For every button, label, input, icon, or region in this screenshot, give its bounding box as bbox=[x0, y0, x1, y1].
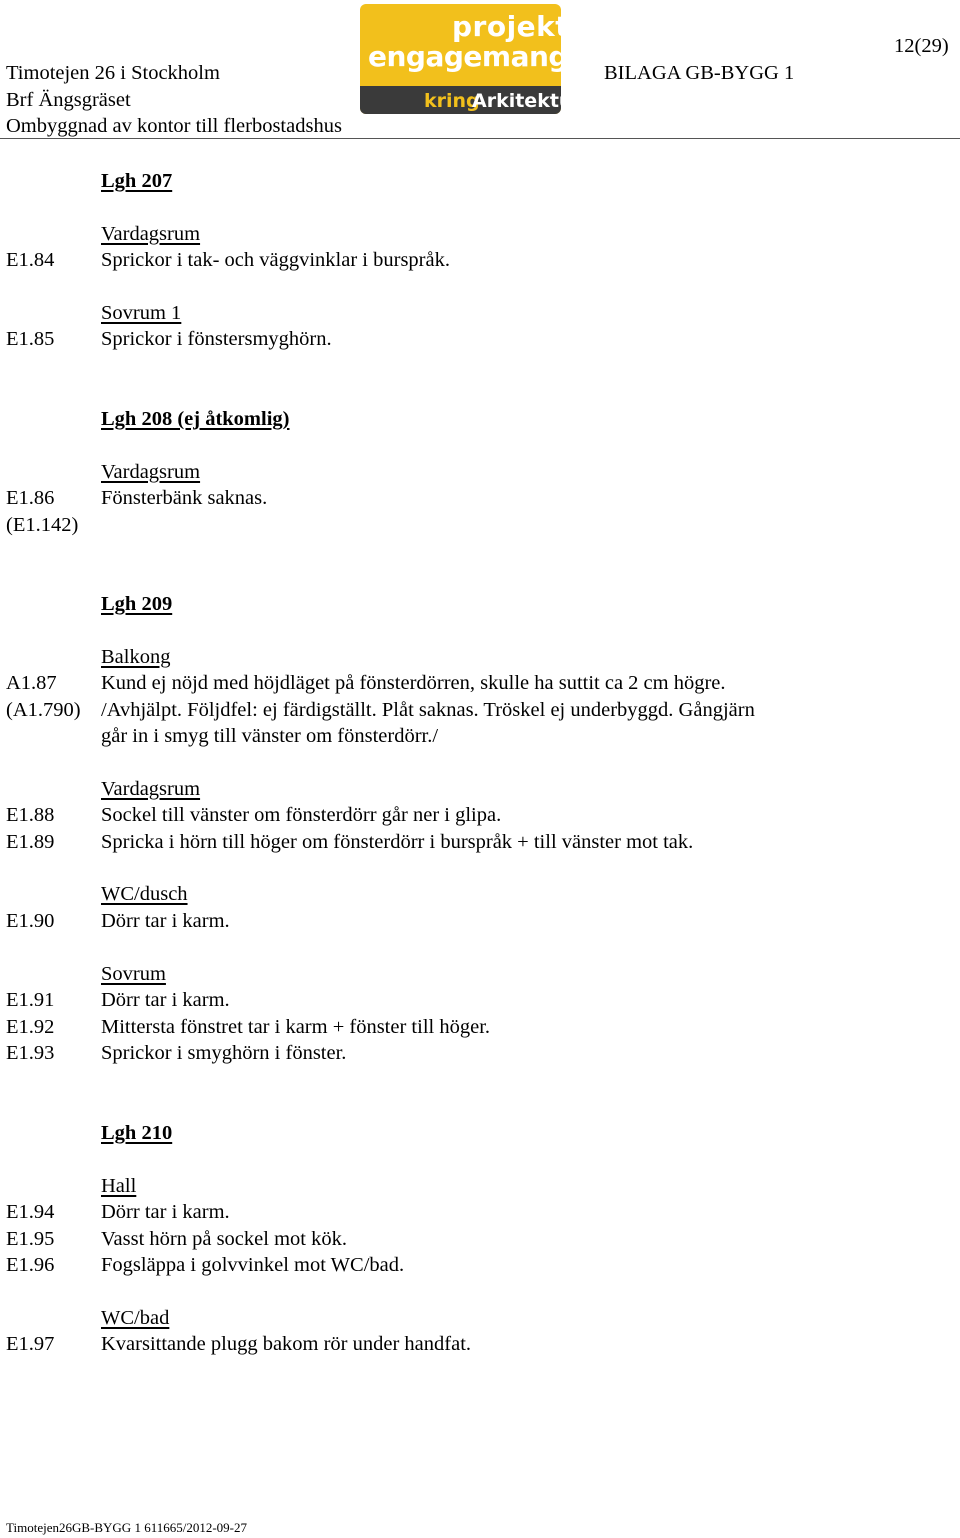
room-heading: WC/dusch bbox=[101, 883, 188, 905]
item-code: E1.91 bbox=[6, 989, 55, 1011]
logo-word-engagemang: engagemang bbox=[368, 40, 568, 73]
footer-document-reference: Timotejen26GB-BYGG 1 611665/2012-09-27 bbox=[6, 1520, 247, 1535]
company-logo bbox=[360, 4, 582, 114]
item-code: A1.87 bbox=[6, 672, 57, 694]
room-heading: Balkong bbox=[101, 646, 171, 668]
item-code: E1.89 bbox=[6, 831, 55, 853]
room-heading: Vardagsrum bbox=[101, 223, 201, 245]
item-text: Mittersta fönstret tar i karm + fönster till höger. bbox=[101, 1016, 491, 1038]
header-client-name: Brf Ängsgräset bbox=[6, 89, 131, 111]
header-document-label: BILAGA GB-BYGG 1 bbox=[604, 62, 795, 84]
section-title-lgh-207: Lgh 207 bbox=[101, 170, 173, 192]
item-code: E1.85 bbox=[6, 328, 55, 350]
section-title-lgh-210: Lgh 210 bbox=[101, 1122, 173, 1144]
room-heading: Vardagsrum bbox=[101, 461, 201, 483]
room-heading: Vardagsrum bbox=[101, 778, 201, 800]
room-heading: Sovrum 1 bbox=[101, 302, 182, 324]
item-text: Kund ej nöjd med höjdläget på fönsterdörren, skulle ha suttit ca 2 cm högre. bbox=[101, 672, 726, 694]
item-code: E1.96 bbox=[6, 1254, 55, 1276]
item-text: Dörr tar i karm. bbox=[101, 1201, 230, 1223]
item-text: Sprickor i smyghörn i fönster. bbox=[101, 1042, 347, 1064]
header-project-name: Timotejen 26 i Stockholm bbox=[6, 62, 220, 84]
item-reference: (A1.790) bbox=[6, 699, 81, 721]
item-code: E1.93 bbox=[6, 1042, 55, 1064]
item-text: Spricka i hörn till höger om fönsterdörr i burspråk + till vänster mot tak. bbox=[101, 831, 694, 853]
room-heading: WC/bad bbox=[101, 1307, 170, 1329]
item-text: Sprickor i tak- och väggvinklar i burspråk. bbox=[101, 249, 450, 271]
item-text: Vasst hörn på sockel mot kök. bbox=[101, 1228, 347, 1250]
logo-word-kring: kring bbox=[424, 90, 480, 112]
item-text: Kvarsittande plugg bakom rör under handfat. bbox=[101, 1333, 472, 1355]
item-code: E1.92 bbox=[6, 1016, 55, 1038]
room-heading: Sovrum bbox=[101, 963, 166, 985]
item-code: E1.84 bbox=[6, 249, 55, 271]
item-code: E1.95 bbox=[6, 1228, 55, 1250]
item-code: E1.94 bbox=[6, 1201, 55, 1223]
item-text: Dörr tar i karm. bbox=[101, 989, 230, 1011]
item-text: Dörr tar i karm. bbox=[101, 910, 230, 932]
logo-word-projekt: projekt bbox=[452, 10, 570, 43]
item-code: E1.90 bbox=[6, 910, 55, 932]
item-code: E1.86 bbox=[6, 487, 55, 509]
item-text: Fönsterbänk saknas. bbox=[101, 487, 268, 509]
item-text: Sockel till vänster om fönsterdörr går ner i glipa. bbox=[101, 804, 502, 826]
item-text: Fogsläppa i golvvinkel mot WC/bad. bbox=[101, 1254, 405, 1276]
header-page-number: 12(29) bbox=[894, 35, 949, 57]
room-heading: Hall bbox=[101, 1175, 137, 1197]
section-title-lgh-208: Lgh 208 (ej åtkomlig) bbox=[101, 408, 290, 430]
item-text: går in i smyg till vänster om fönsterdörr./ bbox=[101, 725, 439, 747]
logo-word-arkitektur: Arkitektur bbox=[472, 90, 582, 112]
header-divider bbox=[0, 138, 960, 139]
item-code: E1.97 bbox=[6, 1333, 55, 1355]
item-code: E1.88 bbox=[6, 804, 55, 826]
section-title-lgh-209: Lgh 209 bbox=[101, 593, 173, 615]
header-project-description: Ombyggnad av kontor till flerbostadshus bbox=[6, 115, 342, 137]
item-text: Sprickor i fönstersmyghörn. bbox=[101, 328, 332, 350]
item-text: /Avhjälpt. Följdfel: ej färdigställt. Plåt saknas. Tröskel ej underbyggd. Gångjärn bbox=[101, 699, 755, 721]
logo-bar bbox=[360, 86, 582, 114]
item-reference: (E1.142) bbox=[6, 514, 79, 536]
